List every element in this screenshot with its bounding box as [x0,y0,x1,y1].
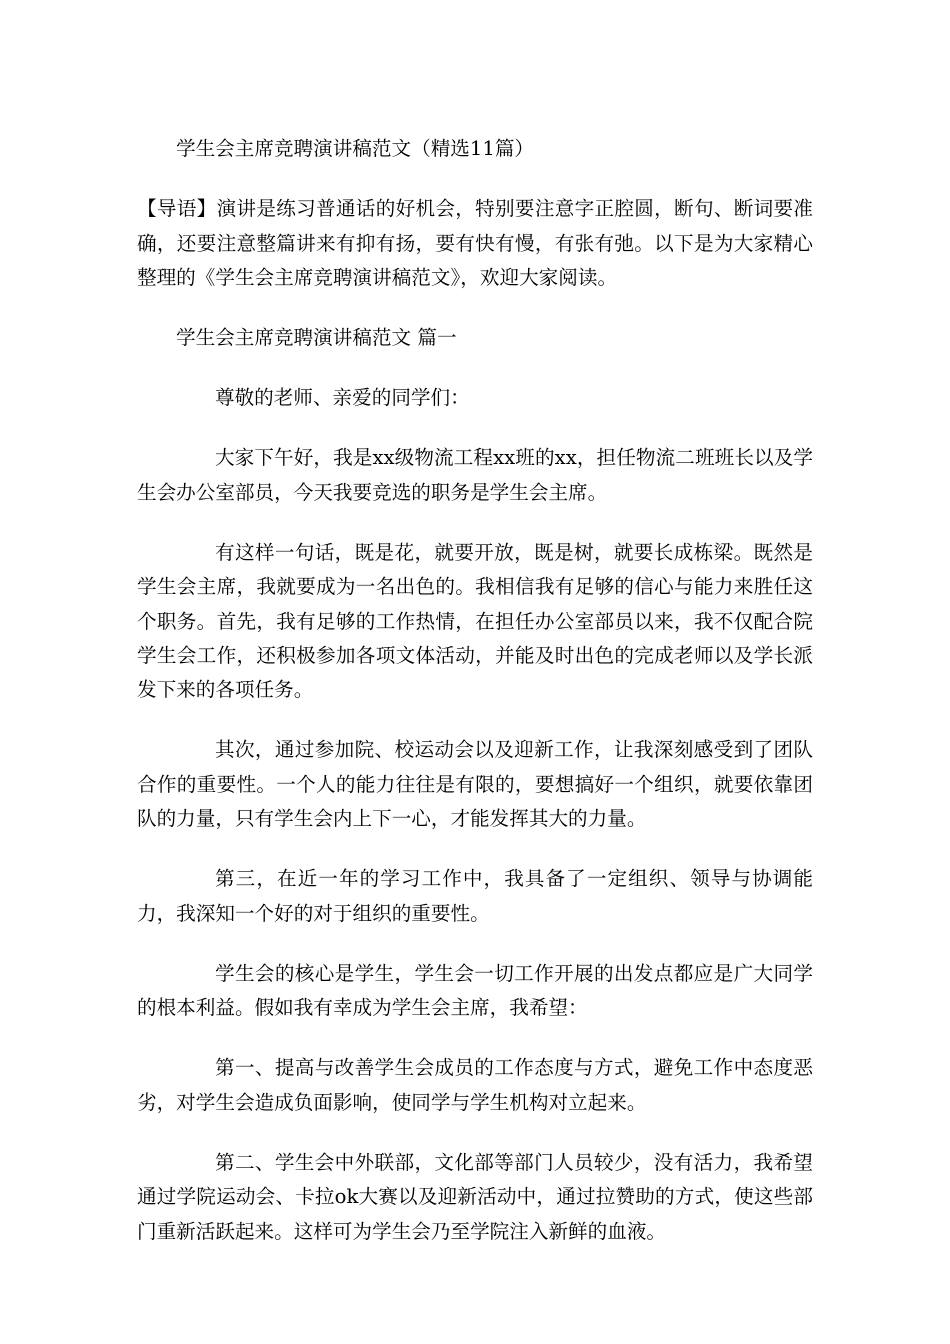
body-paragraph: 第三，在近一年的学习工作中，我具备了一定组织、领导与协调能力，我深知一个好的对于组织的重要性。 [137,867,813,925]
body-paragraph: 其次，通过参加院、校运动会以及迎新工作，让我深刻感受到了团队合作的重要性。一个人的能力往往是有限的，要想搞好一个组织，就要依靠团队的力量，只有学生会内上下一心，才能发挥其大的力量。 [137,738,813,831]
greeting: 尊敬的老师、亲爱的同学们： [215,386,470,410]
body-paragraph: 有这样一句话，既是花，就要开放，既是树，就要长成栋梁。既然是学生会主席，我就要成为一名出色的。我相信我有足够的信心与能力来胜任这个职务。首先，我有足够的工作热情，在担任办公室部员以来，我不仅配合院学生会工作，还积极参加各项文体活动，并能及时出色的完成老师以及学长派发下来的各项任务。 [137,540,813,702]
section-title: 学生会主席竞聘演讲稿范文 篇一 [176,326,457,349]
intro-paragraph: 【导语】演讲是练习普通话的好机会，特别要注意字正腔圆，断句、断词要准确，还要注意整篇讲来有抑有扬，要有快有慢，有张有弛。以下是为大家精心整理的《学生会主席竞聘演讲稿范文》，欢迎大家阅读。 [137,197,813,289]
document-title: 学生会主席竞聘演讲稿范文（精选11篇） [176,137,535,160]
body-paragraph: 第一、提高与改善学生会成员的工作态度与方式，避免工作中态度恶劣，对学生会造成负面影响，使同学与学生机构对立起来。 [137,1056,813,1114]
body-paragraph: 大家下午好，我是xx级物流工程xx班的xx，担任物流二班班长以及学生会办公室部员，今天我要竞选的职务是学生会主席。 [137,446,813,504]
document-body [137,132,813,1275]
body-paragraph: 第二、学生会中外联部，文化部等部门人员较少，没有活力，我希望通过学院运动会、卡拉ok大赛以及迎新活动中，通过拉赞助的方式，使这些部门重新活跃起来。这样可为学生会乃至学院注入新鲜的血液。 [137,1150,813,1243]
body-paragraph: 学生会的核心是学生，学生会一切工作开展的出发点都应是广大同学的根本利益。假如我有幸成为学生会主席，我希望： [137,961,813,1020]
